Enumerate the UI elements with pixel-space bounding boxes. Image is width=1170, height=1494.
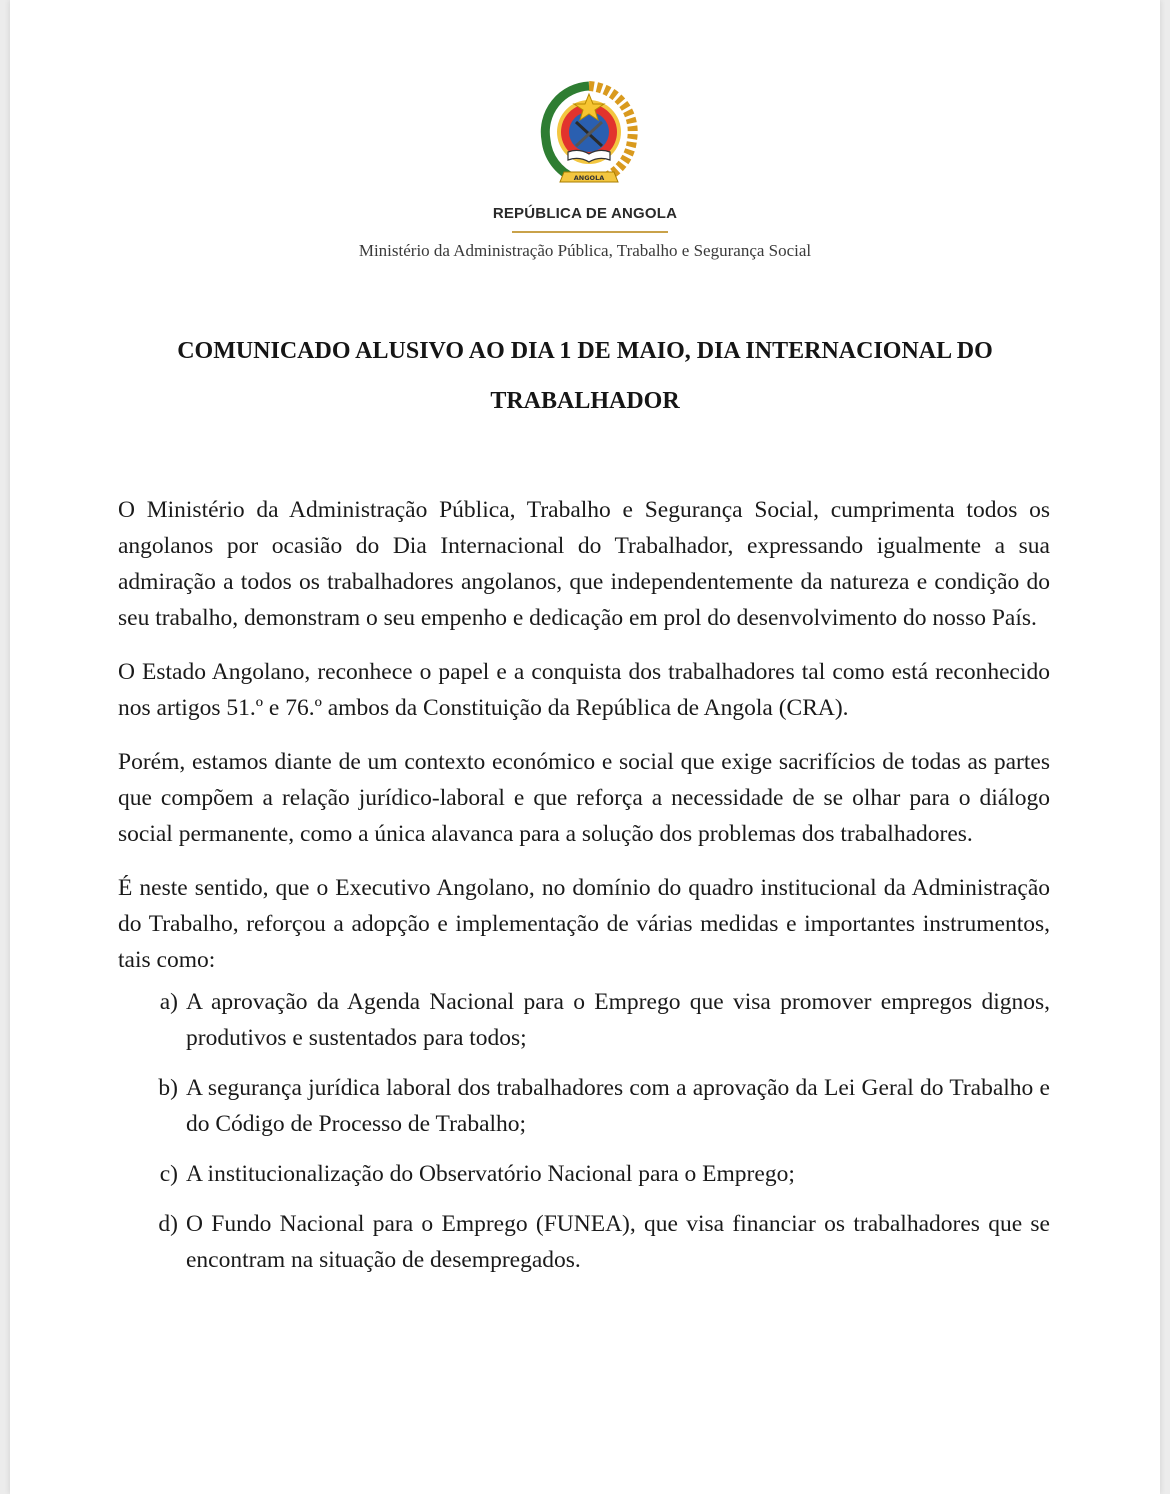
- header-divider: [512, 231, 668, 233]
- list-item: [118, 1156, 1050, 1192]
- list-marker: b): [158, 1075, 178, 1101]
- list-item: [118, 984, 1050, 1056]
- paragraph: É neste sentido, que o Executivo Angolano, no domínio do quadro institucional da Administração do Trabalho, reforçou a adopção e implementação de várias medidas e importantes instrumentos, tais como:: [118, 875, 1050, 973]
- paragraph: O Estado Angolano, reconhece o papel e a conquista dos trabalhadores tal como está reconhecido nos artigos 51.º e 76.º ambos da Constituição da República de Angola (CRA).: [118, 659, 1050, 721]
- list-item-text: O Fundo Nacional para o Emprego (FUNEA), que visa financiar os trabalhadores que se encontram na situação de desempregados.: [186, 1211, 1050, 1273]
- list-item-text: A institucionalização do Observatório Nacional para o Emprego;: [186, 1161, 795, 1187]
- measures-list: [118, 984, 1050, 1278]
- list-item-text: A aprovação da Agenda Nacional para o Emprego que visa promover empregos dignos, produtivos e sustentados para todos;: [186, 989, 1050, 1051]
- list-marker: d): [158, 1211, 178, 1237]
- republic-heading: REPÚBLICA DE ANGOLA: [492, 205, 678, 222]
- list-marker: a): [159, 989, 178, 1015]
- paragraph: Porém, estamos diante de um contexto económico e social que exige sacrifícios de todas as partes que compõem a relação jurídico-laboral e que reforça a necessidade de se olhar para o diálogo social permanente, como a única alavanca para a solução dos problemas dos trabalhadores.: [118, 749, 1050, 847]
- list-marker: c): [159, 1161, 178, 1187]
- ministry-name: Ministério da Administração Pública, Trabalho e Segurança Social: [358, 241, 812, 260]
- emblem-banner-text: ANGOLA: [573, 174, 605, 182]
- document-title: COMUNICADO ALUSIVO AO DIA 1 DE MAIO, DIA INTERNACIONAL DO TRABALHADOR: [177, 338, 993, 414]
- angola-coat-of-arms-icon: [534, 78, 644, 196]
- document-page: [10, 0, 1160, 1494]
- document-body: [118, 492, 1050, 1292]
- paragraph: O Ministério da Administração Pública, Trabalho e Segurança Social, cumprimenta todos os angolanos por ocasião do Dia Internacional do Trabalhador, expressando igualmente a sua admiração a todos os trabalhadores angolanos, que independentemente da natureza e condição do seu trabalho, demonstram o seu empenho e dedicação em prol do desenvolvimento do nosso País.: [118, 497, 1050, 631]
- list-item: [118, 1206, 1050, 1278]
- list-item: [118, 1070, 1050, 1142]
- list-item-text: A segurança jurídica laboral dos trabalhadores com a aprovação da Lei Geral do Trabalho e do Código de Processo de Trabalho;: [186, 1075, 1050, 1137]
